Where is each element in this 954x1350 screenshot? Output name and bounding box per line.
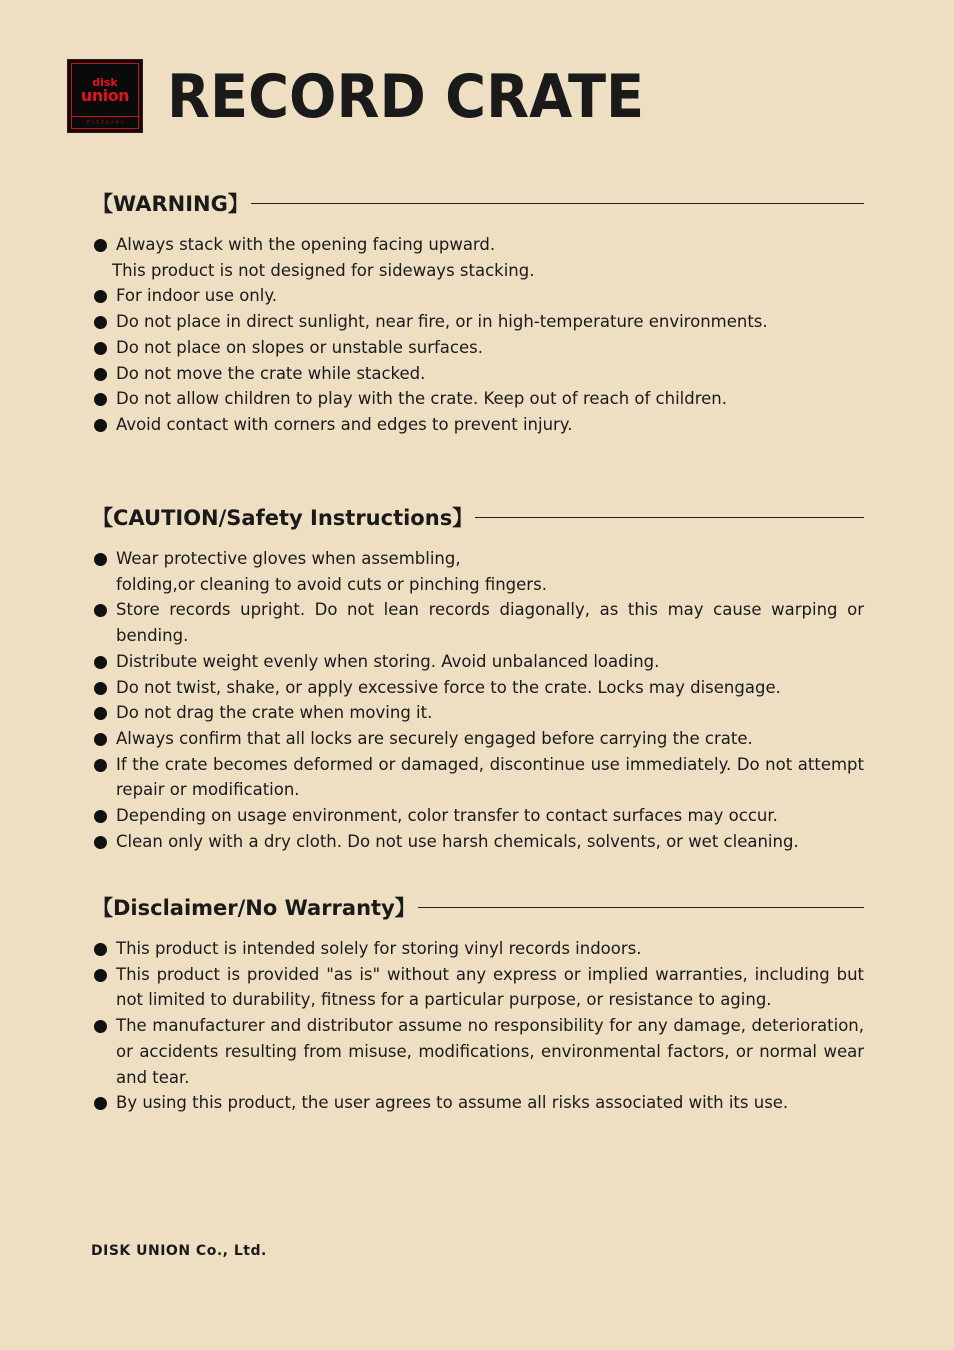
list-item: This product is provided "as is" without any express or implied warranties, including but not limited to durability, fitness for a particular purpose, or resistance to aging.: [92, 962, 864, 1013]
divider: [475, 517, 864, 518]
list-item: If the crate becomes deformed or damaged, discontinue use immediately. Do not attempt repair or modification.: [92, 752, 864, 803]
list-item: Clean only with a dry cloth. Do not use harsh chemicals, solvents, or wet cleaning.: [92, 829, 864, 855]
list-item: For indoor use only.: [92, 283, 864, 309]
disclaimer-section: [92, 892, 864, 1116]
warning-section: [92, 188, 864, 438]
list-item: Avoid contact with corners and edges to prevent injury.: [92, 412, 864, 438]
list-item: Do not move the crate while stacked.: [92, 361, 864, 387]
list-item: Wear protective gloves when assembling,: [92, 546, 864, 572]
caution-section: [92, 502, 864, 854]
list-item: Always confirm that all locks are securely engaged before carrying the crate.: [92, 726, 864, 752]
list-item: Do not drag the crate when moving it.: [92, 700, 864, 726]
logo-text-katakana: ディスクユニオン: [85, 120, 125, 126]
list-item: Distribute weight evenly when storing. Avoid unbalanced loading.: [92, 649, 864, 675]
list-item: Do not place on slopes or unstable surfaces.: [92, 335, 864, 361]
company-name: DISK UNION Co., Ltd.: [91, 1243, 267, 1259]
list-item: Do not place in direct sunlight, near fire, or in high-temperature environments.: [92, 309, 864, 335]
list-item: Always stack with the opening facing upward.: [92, 232, 864, 258]
section-heading: 【CAUTION/Safety Instructions】: [92, 506, 474, 530]
divider: [418, 907, 864, 908]
list-item: By using this product, the user agrees to assume all risks associated with its use.: [92, 1090, 864, 1116]
logo-text-union: union: [80, 86, 130, 105]
logo-text-disk: disk: [92, 76, 118, 89]
list-item-continuation: folding,or cleaning to avoid cuts or pinching fingers.: [116, 574, 547, 594]
section-heading: 【WARNING】: [92, 192, 249, 216]
list-item: Store records upright. Do not lean records diagonally, as this may cause warping or bending.: [92, 597, 864, 648]
disk-union-logo: [68, 60, 142, 132]
list-item: Do not twist, shake, or apply excessive force to the crate. Locks may disengage.: [92, 675, 864, 701]
list-item: The manufacturer and distributor assume no responsibility for any damage, deterioration, or accidents resulting from misuse, modifications, environmental factors, or normal wear and tear.: [92, 1013, 864, 1090]
list-item: Do not allow children to play with the crate. Keep out of reach of children.: [92, 386, 864, 412]
section-heading: 【Disclaimer/No Warranty】: [92, 896, 416, 920]
divider: [251, 203, 864, 204]
list-item: Depending on usage environment, color transfer to contact surfaces may occur.: [92, 803, 864, 829]
page-title: RECORD CRATE: [167, 62, 645, 132]
list-item: This product is intended solely for storing vinyl records indoors.: [92, 936, 864, 962]
list-item-continuation: This product is not designed for sideways stacking.: [112, 260, 535, 280]
